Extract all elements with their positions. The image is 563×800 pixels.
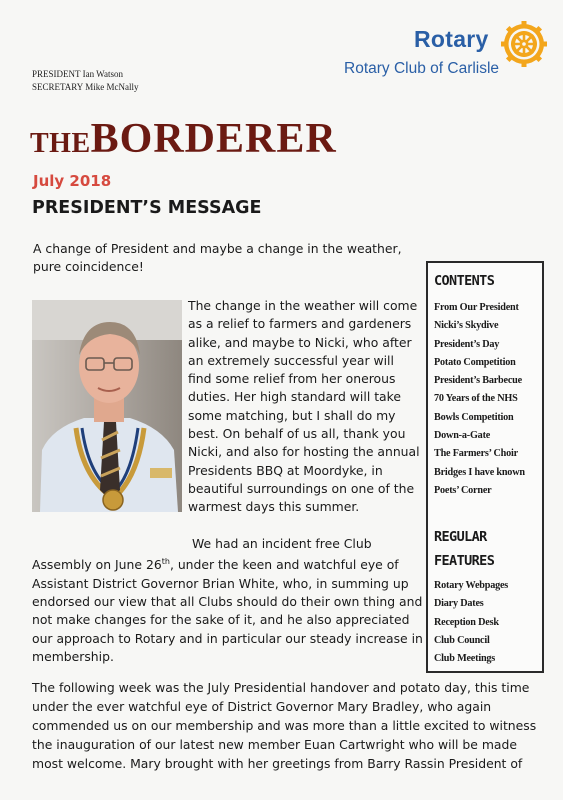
- contents-item[interactable]: Bowls Competition: [434, 411, 514, 423]
- contents-list: [434, 299, 525, 500]
- features-item[interactable]: Reception Desk: [434, 616, 499, 628]
- club-name: Rotary Club of Carlisle: [344, 60, 500, 77]
- contents-item[interactable]: Bridges I have known: [434, 466, 525, 478]
- president-line: PRESIDENT Ian Watson: [32, 69, 123, 79]
- weather-paragraph: The change in the weather will come as a relief to farmers and gardeners alike, and maybe to Nicki, who after an extremely successful year will find some relief from her onerous duties. Her high standard will take some matching, but I shall do my best. On behalf of us all, thank you Nicki, and also for hosting the annual Presidents BBQ at Moordyke, in beautiful surroundings on one of the warmest days this summer.: [188, 298, 420, 515]
- contents-item[interactable]: Down-a-Gate: [434, 430, 491, 442]
- president-photo: [32, 300, 182, 512]
- contents-item[interactable]: President’s Day: [434, 338, 500, 350]
- intro-paragraph: A change of President and maybe a change in the weather, pure coincidence!: [33, 241, 402, 275]
- features-item[interactable]: Club Meetings: [434, 653, 496, 665]
- contents-item[interactable]: Nicki’s Skydive: [434, 320, 499, 332]
- masthead-the: THE: [30, 128, 91, 159]
- assembly-text-a: We had an incident free Club Assembly on June 26: [32, 536, 372, 573]
- secretary-line: SECRETARY Mike McNally: [32, 82, 139, 92]
- contents-item[interactable]: Potato Competition: [434, 356, 516, 368]
- officers: [32, 68, 138, 94]
- assembly-paragraph: [32, 535, 427, 666]
- rotary-wordmark: Rotary: [414, 26, 489, 52]
- assembly-sup: th: [161, 557, 170, 567]
- contents-item[interactable]: 70 Years of the NHS: [434, 393, 518, 405]
- features-item[interactable]: Rotary Webpages: [434, 580, 509, 591]
- contents-item[interactable]: The Farmers’ Choir: [434, 448, 518, 460]
- contents-title: CONTENTS: [434, 273, 495, 289]
- contents-item[interactable]: Poets’ Corner: [434, 484, 492, 496]
- features-title-line2: FEATURES: [434, 553, 495, 569]
- handover-paragraph: The following week was the July Presidential handover and potato day, this time under the ever watchful eye of District Governor Mary Bradley, who again commended us on our membership and was more than a little excited to witness the inauguration of our latest new member Euan Cartwright who will be made most welcome. Mary brought with her greetings from Barry Rassin President of: [32, 680, 537, 771]
- page-heading: PRESIDENT’S MESSAGE: [32, 198, 262, 218]
- rotary-wheel-icon: [500, 20, 548, 68]
- features-title-line1: REGULAR: [434, 529, 487, 545]
- contents-item[interactable]: From Our President: [434, 302, 519, 313]
- contents-box: [426, 261, 544, 673]
- features-item[interactable]: Diary Dates: [434, 598, 484, 610]
- features-list: [434, 577, 508, 668]
- masthead-main: BORDERER: [90, 116, 337, 162]
- contents-item[interactable]: President’s Barbecue: [434, 375, 522, 387]
- features-item[interactable]: Club Council: [434, 634, 490, 646]
- assembly-text-b: , under the keen and watchful eye of Assistant District Governor Brian White, who, in summing up endorsed our view that all Clubs should do their own thing and not make changes for the sake of it, and he also appreciated our approach to Rotary and in particular our steady increase in membership.: [32, 557, 423, 664]
- issue-date: July 2018: [33, 172, 112, 190]
- masthead-title: [30, 115, 337, 163]
